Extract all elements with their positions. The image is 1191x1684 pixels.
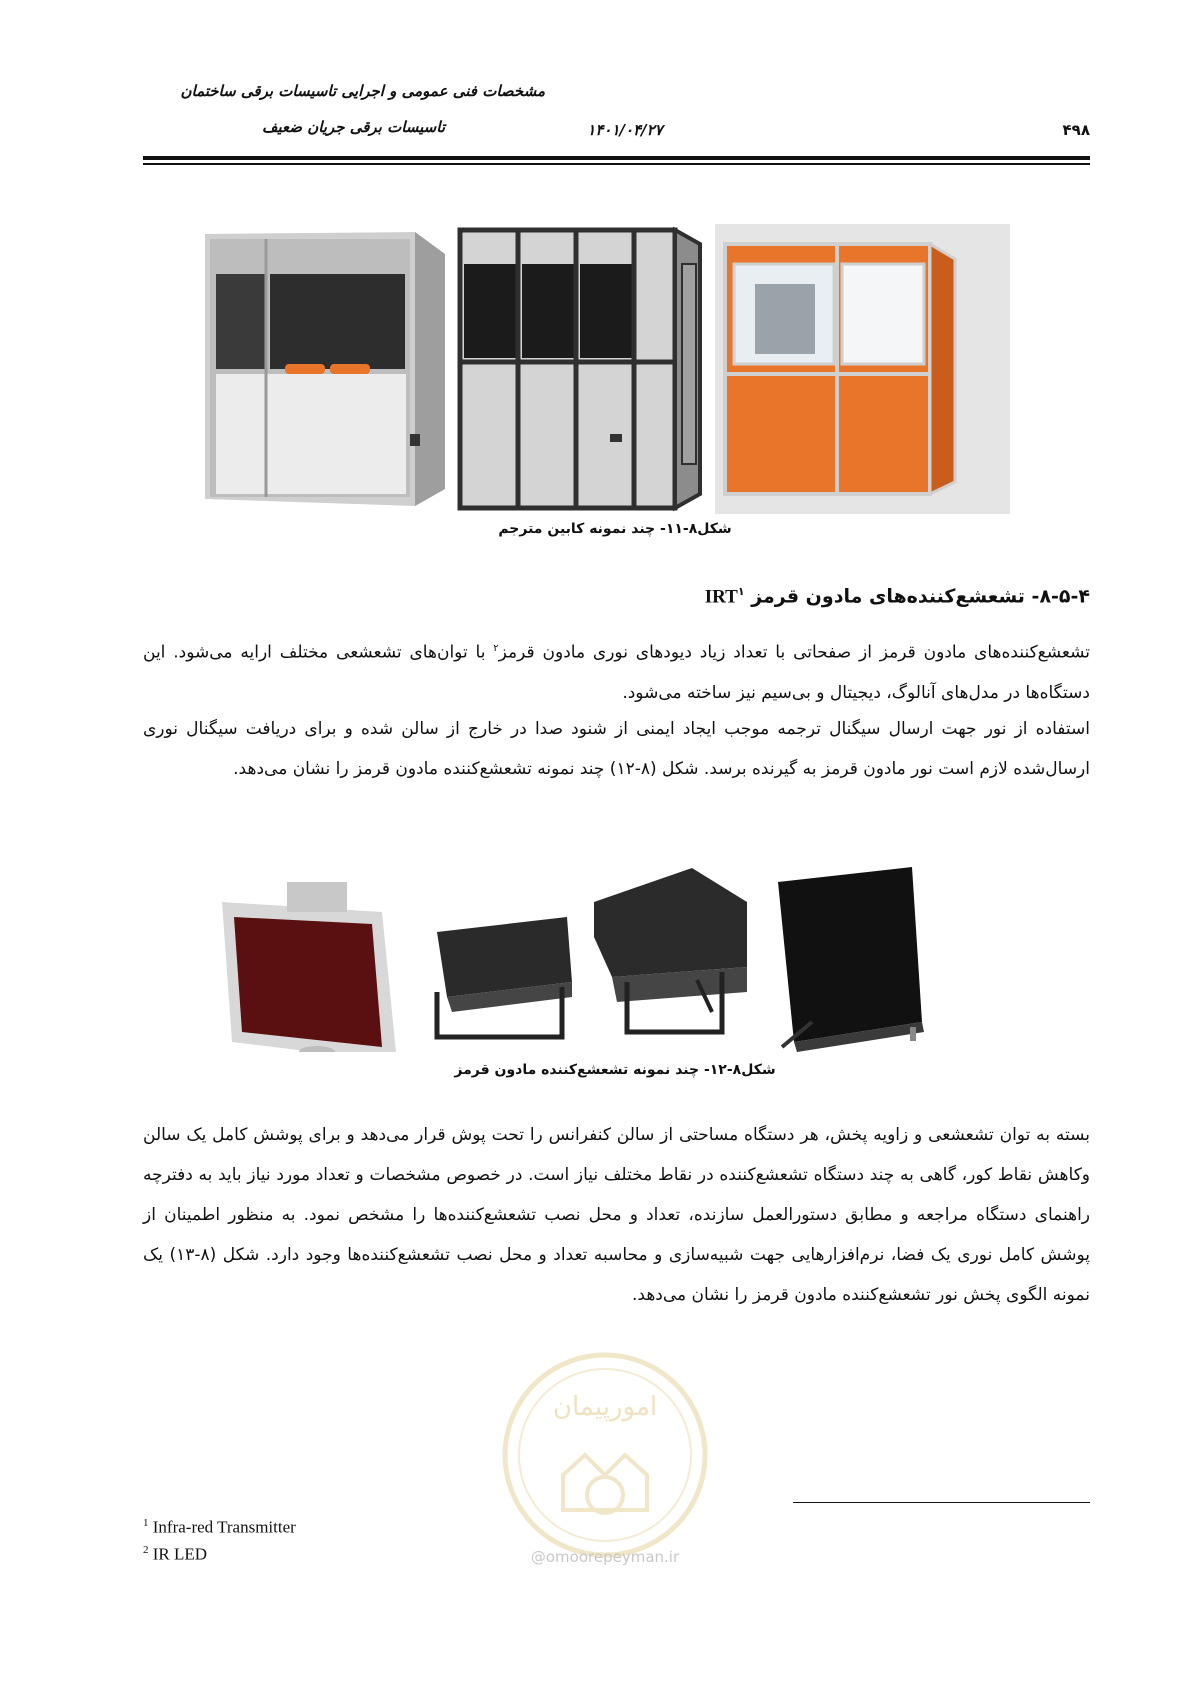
header-rule bbox=[143, 156, 1090, 160]
header-title: مشخصات فنی عمومی و اجرایی تاسیسات برقی ساختمان bbox=[180, 82, 545, 100]
footnote-rule bbox=[793, 1502, 1090, 1503]
radiator-large-black-image bbox=[594, 868, 747, 1032]
footnote-2: $^2$ IR LED bbox=[143, 1543, 208, 1564]
header-rule-thin bbox=[143, 163, 1090, 165]
header-date: ۱۴۰۱/۰۴/۲۷ bbox=[587, 121, 663, 139]
figure2-caption: شکل۸-۱۲- چند نمونه تشعشع‌کننده مادون قرمز bbox=[454, 1062, 776, 1078]
watermark-url: @omoorepeyman.ir bbox=[530, 1548, 680, 1566]
paragraph-3: بسته به توان تشعشعی و زاویه پخش، هر دستگاه مساحتی از سالن کنفرانس را تحت پوش قرار می‌دهد و برای پوشش کامل یک سالن وکاهش نقاط کور، گاهی به چند دستگاه تشعشع‌کننده در نقاط مختلف نیاز است. در خصوص مشخصات و تعداد مورد نیاز باید به دفترچه راهنمای دستگاه مراجعه و مطابق دستورالعمل سازنده، تعداد و محل نصب تشعشع‌کننده‌ها را مشخص نمود. به منظور اطمینان از پوشش کامل نوری یک فضا، نرم‌افزارهایی جهت شبیه‌سازی و محاسبه تعداد و محل نصب تشعشع‌کننده‌ها وجود دارد. شکل (۸-۱۳) یک نمونه الگوی پخش نور تشعشع‌کننده مادون قرمز را نشان می‌دهد. bbox=[143, 1125, 1090, 1305]
radiator-small-black-image bbox=[437, 917, 572, 1037]
booth-gray-image bbox=[460, 230, 700, 508]
footnotes bbox=[143, 1512, 643, 1565]
paragraph-1-part-b: با توان‌های تشعشعی مختلف ارایه می‌شود. این دستگاه‌ها در مدل‌های آنالوگ، دیجیتال و بی‌سیم نیز ساخته می‌شود. bbox=[143, 642, 1090, 703]
figure-ir-radiators bbox=[222, 862, 1002, 1052]
footnote-ref-1: ۱ bbox=[737, 585, 745, 598]
radiator-red-panel-image bbox=[222, 882, 397, 1052]
footnote-ref-2: ۲ bbox=[493, 643, 499, 654]
radiators-illustration bbox=[222, 862, 1002, 1052]
booths-illustration bbox=[200, 224, 1010, 514]
watermark-text: امورپیمان bbox=[552, 1392, 658, 1422]
booth-orange-image bbox=[715, 224, 1010, 514]
paragraph-2: استفاده از نور جهت ارسال سیگنال ترجمه موجب ایجاد ایمنی از شنود صدا در خارج از سالن شده و برای دریافت سیگنال نوری ارسال‌شده لازم است نور مادون قرمز به گیرنده برسد. شکل (۸-۱۲) چند نمونه تشعشع‌کننده مادون قرمز را نشان می‌دهد. bbox=[143, 719, 1090, 779]
section-abbr: IRT bbox=[704, 586, 738, 608]
section-heading-text: ۸-۵-۴- تشعشع‌کننده‌های مادون قرمز bbox=[751, 585, 1090, 608]
paragraph-1-part-a: تشعشع‌کننده‌های مادون قرمز از صفحاتی با تعداد زیاد دیودهای نوری مادون قرمز bbox=[498, 642, 1090, 663]
section-heading bbox=[600, 585, 1090, 608]
footnote-1: $^1$ Infra-red Transmitter bbox=[143, 1517, 296, 1537]
figure1-caption: شکل۸-۱۱- چند نمونه کابین مترجم bbox=[498, 521, 732, 537]
paragraph-1 bbox=[143, 629, 1090, 713]
figure-interpreter-booths bbox=[200, 224, 1010, 514]
header-subtitle: تاسیسات برقی جریان ضعیف bbox=[261, 118, 445, 136]
booth-white-image bbox=[205, 232, 445, 506]
radiator-square-panel-image bbox=[778, 867, 924, 1052]
page-number: ۴۹۸ bbox=[1062, 121, 1090, 139]
